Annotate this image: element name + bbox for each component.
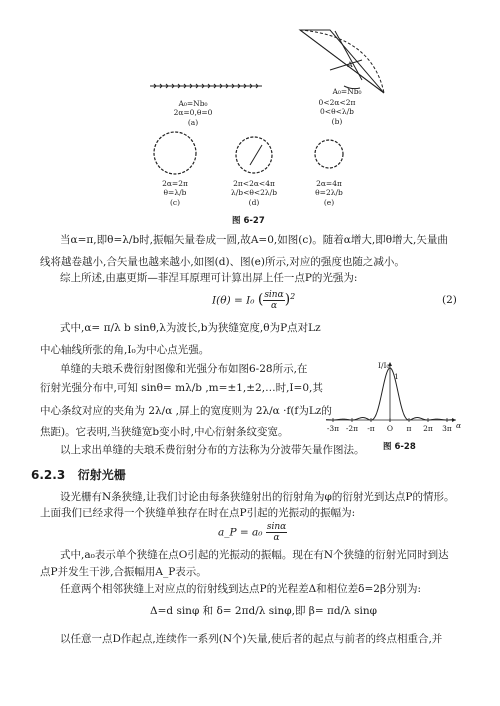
panel-c-cond1: 2α=2π	[162, 179, 188, 188]
equation-2: I(θ) = I₀ ( $\frac{\sin\alpha}{\alpha}$ )$^2$	[212, 290, 296, 311]
section-title: 衍射光栅	[77, 468, 126, 482]
panel-b-chord-label: A	[347, 60, 353, 69]
equation-3-lhs: a_P = a₀	[218, 526, 263, 539]
section-number: 6.2.3	[31, 468, 66, 482]
tick-label: 2π	[423, 424, 433, 433]
para2-line1: 式中,α= π/λ b sinθ,λ为波长,b为狭缝宽度,θ为P点对Lz	[60, 322, 321, 334]
equation-4: Δ=d sinφ 和 δ= 2πd/λ sinφ,即 β= πd/λ sinφ	[150, 605, 378, 617]
panel-e-cond2: θ=2λ/b	[315, 188, 343, 197]
panel-c-cond2: θ=λ/b	[163, 188, 187, 197]
para2-line6: 焦距)。它表明,当狭缝宽b变小时,中心衍射条纹变宽。	[40, 426, 289, 438]
equation-2-number: (2)	[442, 294, 457, 306]
figure-6-28-label: 图 6-28	[383, 442, 416, 452]
panel-e-circle	[315, 140, 343, 168]
equation-2-denominator: α	[270, 301, 278, 311]
panel-d-tag: (d)	[248, 198, 260, 207]
equation-3	[218, 522, 287, 543]
figure-6-28-ylabel: I/I₀	[378, 361, 390, 370]
figure-6-28-chart	[318, 360, 460, 432]
panel-b-tag: (b)	[331, 117, 343, 126]
section-heading	[31, 466, 126, 483]
panel-e-cond1: 2α=4π	[316, 179, 342, 188]
equation-2-lhs: I(θ) = I₀	[212, 294, 255, 307]
panel-e-tag: (e)	[323, 198, 335, 207]
panel-b-cond1: 0<2α<2π	[318, 98, 356, 107]
para2-line4: 衍射光强分布中,可知 sinθ= mλ/b ,m=±1,±2,…时,I=0,其	[40, 382, 323, 394]
panel-d-cond1: 2π<2α<4π	[233, 179, 275, 188]
para4-line2: 点P并发生干涉,合振幅用A_P表示。	[40, 566, 207, 578]
tick-label: O	[386, 424, 394, 433]
panel-b-cond2: 0<θ<λ/b	[320, 107, 354, 116]
para2-line5: 中心条纹对应的夹角为 2λ/α ,屏上的宽度则为 2λ/α ·f(f为Lz的	[40, 405, 332, 417]
para2-line7: 以上求出单缝的夫琅禾费衍射分布的方法称为分波带矢量作图法。	[60, 444, 365, 456]
para1-line2: 线将越卷越小,合矢量也越来越小,如图(d)、图(e)所示,对应的强度也随之减小。	[40, 256, 405, 268]
para3-line1: 设光栅有N条狭缝,让我们讨论由每条狭缝射出的衍射角为φ的衍射光到达点P的情形。	[60, 491, 455, 503]
tick-label: 3π	[442, 424, 452, 433]
panel-a-cond1: A₀=Nb₀	[178, 99, 208, 108]
figure-6-28-xlabel: α	[456, 421, 462, 430]
para1-line3: 综上所述,由惠更斯—菲涅耳原理可计算出屏上任一点P的光强为:	[60, 272, 358, 284]
panel-a-arrow-chain	[150, 84, 262, 88]
panel-a-tag: (a)	[187, 118, 199, 127]
para1-line1: 当α=π,即θ=λ/b时,振幅矢量卷成一圆,故A=0,如图(c)。随着α增大,即θ增大,矢量曲	[60, 234, 448, 246]
panel-a-cond2: 2α=0,θ=0	[173, 108, 213, 117]
equation-2-power: 2	[290, 292, 296, 301]
para4-line1: 式中,a₀表示单个狭缝在点O引起的光振动的振幅。现在有N个狭缝的衍射光同时到达	[60, 549, 449, 561]
panel-d-cond2: λ/b<θ<2λ/b	[230, 188, 278, 197]
equation-2-numerator: sinα	[264, 290, 284, 300]
para4-line3: 任意两个相邻狭缝上对应点的衍射线到达点P的光程差Δ和相位差δ=2β分别为:	[60, 583, 422, 595]
equation-3-denominator: α	[273, 533, 280, 543]
para2-line2: 中心轴线所张的角,I₀为中心点光强。	[40, 344, 210, 356]
panel-c-circle	[154, 132, 196, 174]
tick-label: -3π	[326, 424, 340, 433]
tick-label: π	[406, 424, 412, 433]
figure-6-27-label: 图 6-27	[232, 216, 265, 226]
para5-line1: 以任意一点D作起点,连续作一系列(N个)矢量,使后者的起点与前者的终点相重合,并	[60, 633, 443, 645]
para2-line3: 单缝的夫琅禾费衍射图像和光强分布如图6-28所示,在	[60, 363, 308, 375]
panel-b-inner-label: A₀=Nb₀	[332, 87, 362, 96]
figure-6-28-peak: 1	[394, 372, 399, 381]
tick-label: -2π	[345, 424, 359, 433]
para3-line2: 上面我们已经求得一个狭缝单独存在时在点P引起的光振动的振幅为:	[40, 507, 356, 519]
equation-3-numerator: sinα	[266, 522, 287, 532]
panel-d-circle	[236, 137, 272, 173]
panel-c-tag: (c)	[169, 198, 181, 207]
tick-label: -π	[367, 424, 375, 433]
